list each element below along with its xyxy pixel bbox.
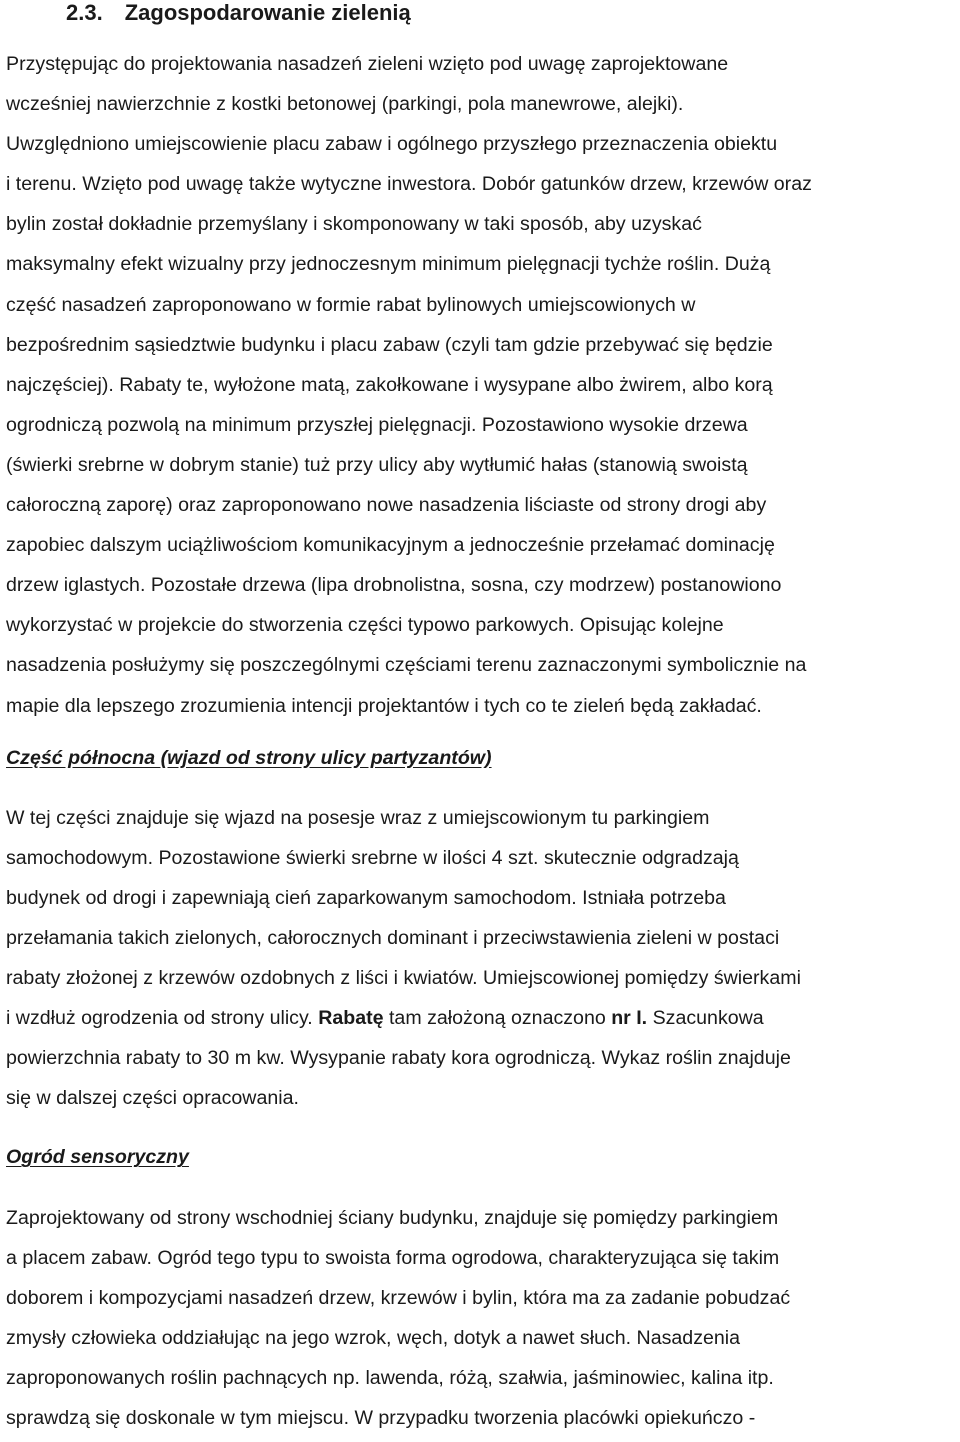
text-line: ogrodniczą pozwolą na minimum przyszłej pielęgnacji. Pozostawiono wysokie drzewa xyxy=(6,413,748,436)
text-line: bezpośrednim sąsiedztwie budynku i placu zabaw (czyli tam gdzie przebywać się będzie xyxy=(6,333,773,356)
text-line: a placem zabaw. Ogród tego typu to swoista forma ogrodowa, charakteryzująca się takim xyxy=(6,1246,780,1269)
text-line: zmysły człowieka oddziałując na jego wzrok, węch, dotyk a nawet słuch. Nasadzenia xyxy=(6,1326,741,1349)
text-line: budynek od drogi i zapewniają cień zaparkowanym samochodom. Istniała potrzeba xyxy=(6,886,726,909)
text-line: zaproponowanych roślin pachnących np. lawenda, różą, szałwia, jaśminowiec, kalina itp. xyxy=(6,1366,774,1389)
text-line: rabaty złożonej z krzewów ozdobnych z liści i kwiatów. Umiejscowionej pomiędzy świerkami xyxy=(6,967,801,990)
paragraph-sensory-garden xyxy=(6,1198,960,1439)
text-line: Przystępując do projektowania nasadzeń zieleni wzięto pod uwagę zaprojektowane xyxy=(6,53,729,75)
bold-term: Rabatę xyxy=(318,1007,384,1030)
text-line: (świerki srebrne w dobrym stanie) tuż przy ulicy aby wytłumić hałas (stanowią swoistą xyxy=(6,453,748,476)
text-line: wykorzystać w projekcie do stworzenia części typowo parkowych. Opisując kolejne xyxy=(6,614,724,637)
text-line: całoroczną zaporę) oraz zaproponowano nowe nasadzenia liściaste od strony drogi aby xyxy=(6,494,767,517)
text-line: Zaprojektowany od strony wschodniej ściany budynku, znajduje się pomiędzy parkingiem xyxy=(6,1206,779,1229)
text-line: drzew iglastych. Pozostałe drzewa (lipa drobnolistna, sosna, czy modrzew) postanowiono xyxy=(6,574,782,597)
text-line: najczęściej). Rabaty te, wyłożone matą, zakołkowane i wysypane albo żwirem, albo korą xyxy=(6,373,773,396)
text-line: doborem i kompozycjami nasadzeń drzew, krzewów i bylin, która ma za zadanie pobudzać xyxy=(6,1286,791,1309)
subheading-north-part: Część północna (wjazd od strony ulicy partyzantów) xyxy=(6,746,492,769)
paragraph-intro xyxy=(6,44,960,726)
text-line: nasadzenia posłużymy się poszczególnymi częściami terenu zaznaczonymi symbolicznie na xyxy=(6,654,807,677)
text-line: powierzchnia rabaty to 30 m kw. Wysypanie rabaty kora ogrodniczą. Wykaz roślin znajduje xyxy=(6,1047,791,1070)
text-line: samochodowym. Pozostawione świerki srebrne w ilości 4 szt. skutecznie odgradzają xyxy=(6,846,739,869)
text-line: sprawdzą się doskonale w tym miejscu. W przypadku tworzenia placówki opiekuńczo - xyxy=(6,1407,756,1429)
text-line: wcześniej nawierzchnie z kostki betonowej (parkingi, pola manewrowe, alejki). xyxy=(6,93,684,116)
section-title: Zagospodarowanie zielenią xyxy=(124,0,411,25)
text-line: mapie dla lepszego zrozumienia intencji projektantów i tych co te zieleń będą zakładać. xyxy=(6,694,762,717)
text-run: i wzdłuż ogrodzenia od strony ulicy. xyxy=(6,1007,319,1030)
text-line: przełamania takich zielonych, całorocznych dominant i przeciwstawienia zieleni w postaci xyxy=(6,926,780,949)
section-heading xyxy=(6,0,960,30)
subheading-sensory-garden: Ogród sensoryczny xyxy=(6,1146,189,1169)
text-run: Szacunkowa xyxy=(647,1007,764,1030)
text-line: i terenu. Wzięto pod uwagę także wytyczne inwestora. Dobór gatunków drzew, krzewów oraz xyxy=(6,173,812,196)
text-line: maksymalny efekt wizualny przy jednoczesnym minimum pielęgnacji tychże roślin. Dużą xyxy=(6,253,771,276)
text-line: zapobiec dalszym uciążliwościom komunikacyjnym a jednocześnie przełamać dominację xyxy=(6,534,775,557)
text-line: część nasadzeń zaproponowano w formie rabat bylinowych umiejscowionych w xyxy=(6,293,696,316)
text-line: W tej części znajduje się wjazd na posesje wraz z umiejscowionym tu parkingiem xyxy=(6,806,710,829)
text-line: Uwzględniono umiejscowienie placu zabaw i ogólnego przyszłego przeznaczenia obiektu xyxy=(6,133,778,156)
bold-term: nr I. xyxy=(611,1007,648,1030)
text-line: bylin został dokładnie przemyślany i skomponowany w taki sposób, aby uzyskać xyxy=(6,213,702,236)
text-line: się w dalszej części opracowania. xyxy=(6,1087,299,1110)
text-line-mixed xyxy=(6,998,960,1038)
paragraph-north-part xyxy=(6,798,960,1119)
text-run: tam założoną oznaczono xyxy=(383,1007,612,1030)
section-number: 2.3. xyxy=(66,0,103,25)
